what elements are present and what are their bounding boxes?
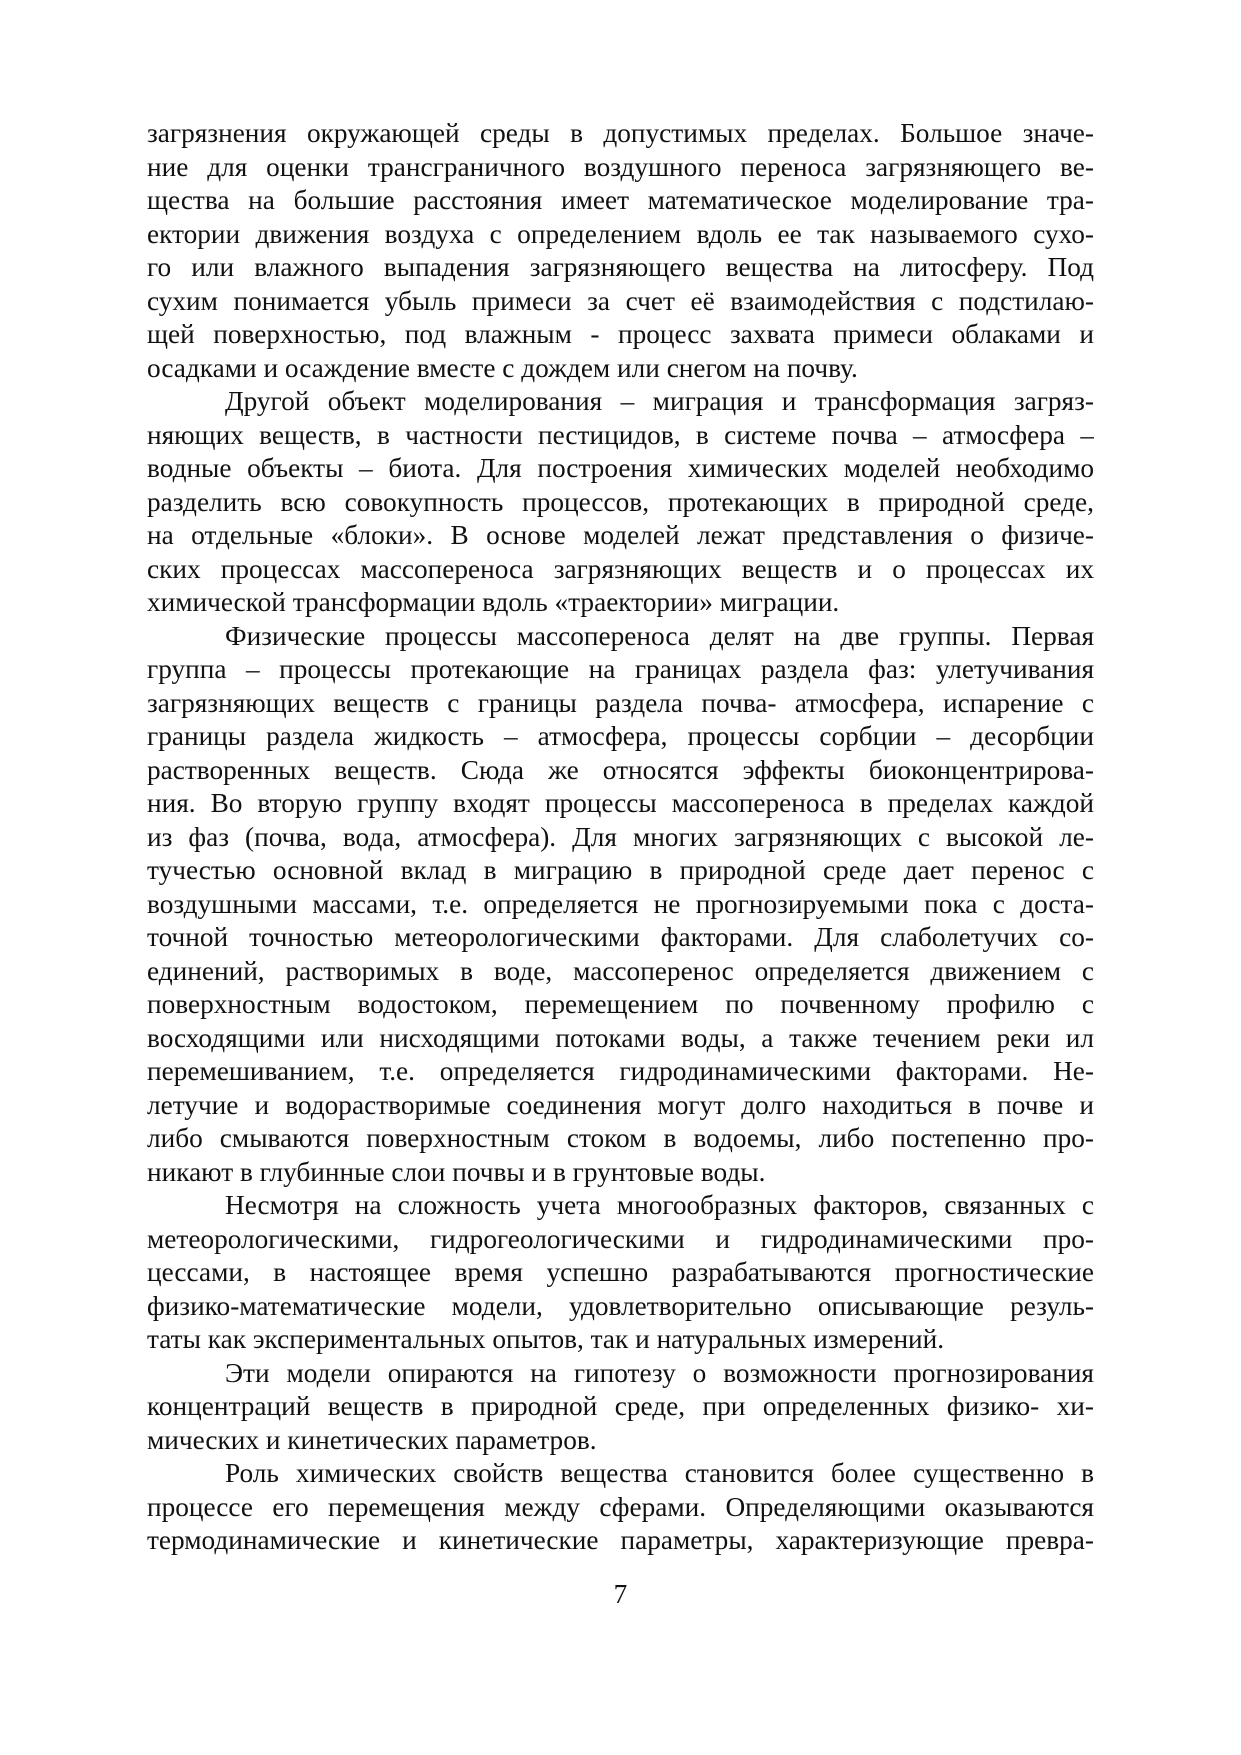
text-line: восходящими или нисходящими потоками воды, а также течением реки ил — [147, 1022, 1094, 1053]
text-line: ектории движения воздуха с определением вдоль ее так называемого сухо- — [147, 218, 1094, 249]
text-line: ние для оценки трансграничного воздушного переноса загрязняющего ве- — [147, 151, 1094, 182]
text-line: го или влажного выпадения загрязняющего вещества на литосферу. Под — [147, 252, 1094, 282]
text-line: поверхностным водостоком, перемещением по почвенному профилю с — [147, 989, 1094, 1019]
text-line: точной точностью метеорологическими факторами. Для слаболетучих со- — [147, 922, 1094, 952]
paragraph — [147, 385, 1094, 620]
text-line: либо смываются поверхностным стоком в водоемы, либо постепенно про- — [147, 1123, 1094, 1153]
text-line: Роль химических свойств вещества становится более существенно в — [225, 1458, 1094, 1488]
text-line: химической трансформации вдоль «траектории» миграции. — [147, 587, 840, 617]
paragraph — [147, 1189, 1094, 1357]
text-line: концентраций веществ в природной среде, при определенных физико- хи- — [147, 1391, 1094, 1421]
text-line: летучие и водорастворимые соединения могут долго находиться в почве и — [147, 1089, 1094, 1120]
text-line: водные объекты – биота. Для построения химических моделей необходимо — [147, 453, 1094, 483]
text-line: никают в глубинные слои почвы и в грунтовые воды. — [147, 1156, 766, 1187]
text-line: няющих веществ, в частности пестицидов, в системе почва – атмосфера – — [147, 419, 1094, 450]
text-line: загрязнения окружающей среды в допустимых пределах. Большое значе- — [147, 118, 1094, 148]
text-line: сухим понимается убыль примеси за счет её взаимодействия с подстилаю- — [147, 285, 1094, 316]
paragraph — [147, 117, 1094, 385]
text-line: таты как экспериментальных опытов, так и натуральных измерений. — [147, 1324, 945, 1354]
text-line: мических и кинетических параметров. — [147, 1424, 597, 1455]
text-line: на отдельные «блоки». В основе моделей лежат представления о физиче- — [147, 520, 1094, 550]
text-line: ских процессах массопереноса загрязняющих веществ и о процессах их — [147, 553, 1094, 584]
text-line: термодинамические и кинетические параметры, характеризующие превра- — [147, 1525, 1094, 1555]
text-line: единений, растворимых в воде, массоперенос определяется движением с — [147, 955, 1094, 986]
paragraph — [147, 1457, 1094, 1558]
text-line: метеорологическими, гидрогеологическими и гидродинамическими про- — [147, 1223, 1094, 1254]
text-line: из фаз (почва, вода, атмосфера). Для многих загрязняющих с высокой ле- — [147, 821, 1094, 852]
text-line: Несмотря на сложность учета многообразных факторов, связанных с — [225, 1190, 1094, 1220]
paragraph — [147, 1357, 1094, 1458]
text-line: границы раздела жидкость – атмосфера, процессы сорбции – десорбции — [147, 721, 1094, 751]
text-line: осадками и осаждение вместе с дождем или снегом на почву. — [147, 352, 858, 383]
text-line: группа – процессы протекающие на границах раздела фаз: улетучивания — [147, 654, 1094, 684]
text-line: Эти модели опираются на гипотезу о возможности прогнозирования — [225, 1357, 1094, 1388]
text-line: перемешиванием, т.е. определяется гидродинамическими факторами. Не- — [147, 1056, 1094, 1086]
text-line: тучестью основной вклад в миграцию в природной среде дает перенос с — [147, 855, 1094, 885]
text-line: разделить всю совокупность процессов, протекающих в природной среде, — [147, 486, 1094, 517]
text-line: щества на большие расстояния имеет математическое моделирование тра- — [147, 185, 1094, 215]
text-line: Другой объект моделирования – миграция и трансформация загряз- — [225, 386, 1094, 416]
text-line: Физические процессы массопереноса делят на две группы. Первая — [225, 620, 1094, 651]
paragraph — [147, 620, 1094, 1190]
text-line: физико-математические модели, удовлетворительно описывающие резуль- — [147, 1290, 1094, 1321]
text-line: цессами, в настоящее время успешно разрабатываются прогностические — [147, 1257, 1094, 1287]
body-text — [147, 117, 1094, 1558]
page-number: 7 — [613, 1579, 628, 1609]
text-line: ния. Во вторую группу входят процессы массопереноса в пределах каждой — [147, 788, 1094, 818]
text-line: процессе его перемещения между сферами. Определяющими оказываются — [147, 1491, 1094, 1522]
text-line: растворенных веществ. Сюда же относятся эффекты биоконцентрирова- — [147, 754, 1094, 785]
text-line: воздушными массами, т.е. определяется не прогнозируемыми пока с доста- — [147, 888, 1094, 919]
text-line: загрязняющих веществ с границы раздела почва- атмосфера, испарение с — [147, 687, 1094, 718]
text-line: щей поверхностью, под влажным - процесс захвата примеси облаками и — [147, 319, 1094, 349]
